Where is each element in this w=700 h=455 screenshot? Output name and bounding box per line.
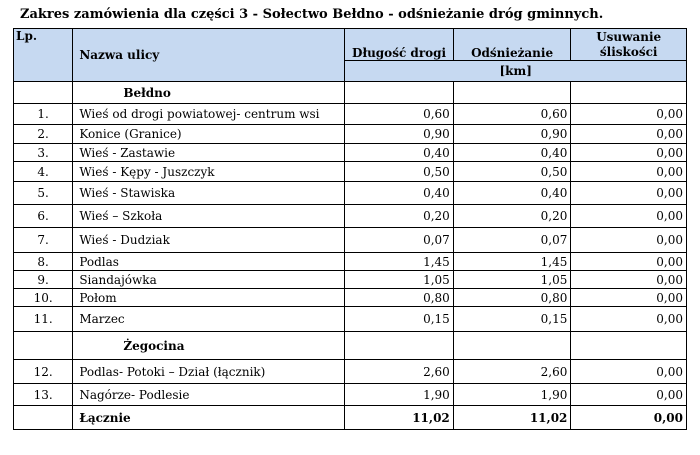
table-row (14, 289, 687, 307)
row-snow-removal: 0,20 (453, 205, 571, 228)
row-lp: 2. (14, 125, 73, 144)
row-snow-removal: 0,80 (453, 289, 571, 307)
group-empty-cell (571, 332, 687, 360)
row-ice-removal: 0,00 (571, 182, 687, 205)
row-snow-removal: 0,07 (453, 228, 571, 253)
table-row (14, 162, 687, 182)
row-ice-removal: 0,00 (571, 253, 687, 271)
group-empty-cell (453, 82, 571, 104)
table-row (14, 205, 687, 228)
group-empty-cell (453, 332, 571, 360)
header-unit: [km] (345, 61, 687, 82)
row-snow-removal: 0,40 (453, 144, 571, 162)
row-snow-removal: 1,05 (453, 271, 571, 289)
row-ice-removal: 0,00 (571, 271, 687, 289)
table-row (14, 253, 687, 271)
header-ice-removal: Usuwanie śliskości (571, 29, 687, 61)
row-snow-removal: 0,15 (453, 307, 571, 332)
row-road-length: 0,60 (345, 104, 453, 125)
row-street-name: Wieś - Zastawie (73, 144, 345, 162)
table-row (14, 360, 687, 384)
row-street-name: Wieś od drogi powiatowej- centrum wsi (73, 104, 345, 125)
row-road-length: 1,05 (345, 271, 453, 289)
row-lp: 12. (14, 360, 73, 384)
row-lp: 5. (14, 182, 73, 205)
row-lp: 11. (14, 307, 73, 332)
table-row (14, 144, 687, 162)
group-name: Bełdno (73, 82, 345, 104)
row-snow-removal: 0,50 (453, 162, 571, 182)
table-row (14, 104, 687, 125)
header-road-length: Długość drogi (345, 29, 453, 61)
row-road-length: 0,15 (345, 307, 453, 332)
row-ice-removal: 0,00 (571, 162, 687, 182)
table-row (14, 125, 687, 144)
row-snow-removal: 1,45 (453, 253, 571, 271)
row-street-name: Wieś - Stawiska (73, 182, 345, 205)
row-road-length: 1,90 (345, 384, 453, 406)
header-street-name: Nazwa ulicy (73, 29, 345, 82)
header-lp: Lp. (14, 29, 73, 82)
group-empty-cell (345, 82, 453, 104)
group-lp-cell (14, 82, 73, 104)
row-road-length: 0,20 (345, 205, 453, 228)
row-street-name: Wieś – Szkoła (73, 205, 345, 228)
row-ice-removal: 0,00 (571, 125, 687, 144)
row-ice-removal: 0,00 (571, 289, 687, 307)
row-street-name: Konice (Granice) (73, 125, 345, 144)
group-empty-cell (571, 82, 687, 104)
row-ice-removal: 0,00 (571, 307, 687, 332)
row-road-length: 2,60 (345, 360, 453, 384)
row-road-length: 0,80 (345, 289, 453, 307)
row-snow-removal: 1,90 (453, 384, 571, 406)
total-ice-removal: 0,00 (571, 406, 687, 430)
row-lp: 7. (14, 228, 73, 253)
row-street-name: Połom (73, 289, 345, 307)
order-table (13, 28, 687, 430)
header-snow-removal: Odśnieżanie (453, 29, 571, 61)
row-ice-removal: 0,00 (571, 104, 687, 125)
row-street-name: Podlas (73, 253, 345, 271)
row-road-length: 1,45 (345, 253, 453, 271)
row-lp: 9. (14, 271, 73, 289)
row-ice-removal: 0,00 (571, 360, 687, 384)
row-road-length: 0,40 (345, 182, 453, 205)
total-road-length: 11,02 (345, 406, 453, 430)
page-title: Zakres zamówienia dla części 3 - Sołectwo Bełdno - odśnieżanie dróg gminnych. (20, 7, 604, 22)
row-street-name: Podlas- Potoki – Dział (łącznik) (73, 360, 345, 384)
table-row (14, 228, 687, 253)
table-row (14, 307, 687, 332)
row-snow-removal: 0,90 (453, 125, 571, 144)
row-lp: 4. (14, 162, 73, 182)
row-ice-removal: 0,00 (571, 205, 687, 228)
row-street-name: Wieś - Kępy - Juszczyk (73, 162, 345, 182)
table-row (14, 182, 687, 205)
row-snow-removal: 0,60 (453, 104, 571, 125)
table-row (14, 271, 687, 289)
group-lp-cell (14, 332, 73, 360)
total-lp-cell (14, 406, 73, 430)
group-row (14, 332, 687, 360)
row-lp: 10. (14, 289, 73, 307)
row-street-name: Wieś - Dudziak (73, 228, 345, 253)
group-name: Żegocina (73, 332, 345, 360)
row-snow-removal: 0,40 (453, 182, 571, 205)
row-ice-removal: 0,00 (571, 228, 687, 253)
row-street-name: Siandajówka (73, 271, 345, 289)
row-lp: 6. (14, 205, 73, 228)
group-empty-cell (345, 332, 453, 360)
table-row (14, 384, 687, 406)
total-label: Łącznie (73, 406, 345, 430)
row-road-length: 0,07 (345, 228, 453, 253)
row-road-length: 0,90 (345, 125, 453, 144)
row-snow-removal: 2,60 (453, 360, 571, 384)
row-lp: 8. (14, 253, 73, 271)
total-row (14, 406, 687, 430)
row-lp: 1. (14, 104, 73, 125)
table-body (14, 82, 687, 430)
row-street-name: Marzec (73, 307, 345, 332)
row-ice-removal: 0,00 (571, 384, 687, 406)
row-lp: 3. (14, 144, 73, 162)
group-row (14, 82, 687, 104)
row-street-name: Nagórze- Podlesie (73, 384, 345, 406)
total-snow-removal: 11,02 (453, 406, 571, 430)
row-ice-removal: 0,00 (571, 144, 687, 162)
row-road-length: 0,50 (345, 162, 453, 182)
row-road-length: 0,40 (345, 144, 453, 162)
row-lp: 13. (14, 384, 73, 406)
